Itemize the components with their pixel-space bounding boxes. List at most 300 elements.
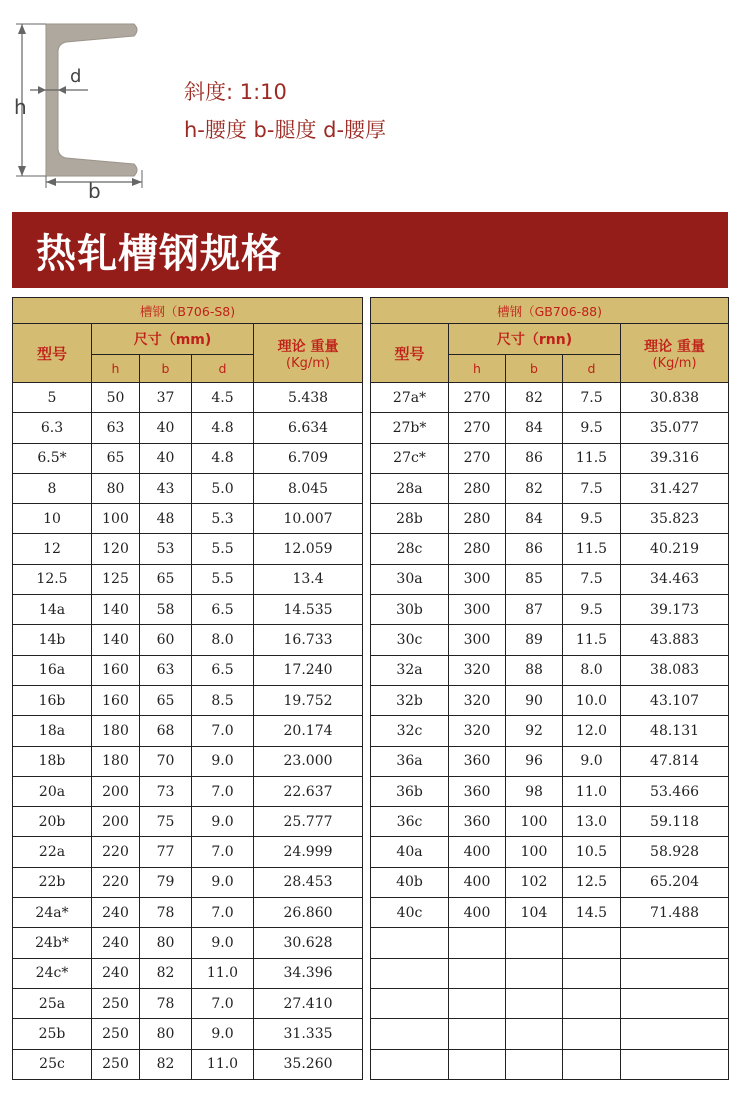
weight-cell	[621, 988, 729, 1018]
h-cell: 320	[449, 716, 506, 746]
b-cell: 48	[140, 504, 192, 534]
model-cell: 12.5	[13, 564, 92, 594]
weight-cell	[621, 1019, 729, 1049]
model-cell	[371, 1049, 449, 1079]
d-cell: 11.5	[563, 534, 621, 564]
b-cell: 84	[506, 413, 563, 443]
d-cell: 11.0	[192, 1049, 254, 1079]
d-cell: 12.5	[563, 867, 621, 897]
h-cell: 280	[449, 473, 506, 503]
b-cell: 43	[140, 473, 192, 503]
model-cell: 27c*	[371, 443, 449, 473]
table-row	[13, 1049, 363, 1079]
weight-header-unit: (Kg/m)	[286, 355, 330, 371]
b-cell: 92	[506, 716, 563, 746]
weight-cell: 31.427	[621, 473, 729, 503]
weight-cell: 6.634	[254, 413, 363, 443]
d-cell: 9.5	[563, 504, 621, 534]
model-cell: 36a	[371, 746, 449, 776]
d-cell: 6.5	[192, 595, 254, 625]
model-cell: 20a	[13, 776, 92, 806]
h-cell: 80	[92, 473, 140, 503]
h-cell: 180	[92, 746, 140, 776]
weight-cell: 65.204	[621, 867, 729, 897]
d-cell: 8.5	[192, 685, 254, 715]
table-row	[13, 504, 363, 534]
model-cell: 22b	[13, 867, 92, 897]
model-cell: 30a	[371, 564, 449, 594]
model-cell: 12	[13, 534, 92, 564]
h-cell: 240	[92, 928, 140, 958]
model-cell: 24a*	[13, 898, 92, 928]
weight-cell: 58.928	[621, 837, 729, 867]
weight-cell: 53.466	[621, 776, 729, 806]
model-cell: 24c*	[13, 958, 92, 988]
weight-cell: 19.752	[254, 685, 363, 715]
weight-cell: 23.000	[254, 746, 363, 776]
d-cell: 14.5	[563, 898, 621, 928]
d-cell: 11.0	[563, 776, 621, 806]
table-body	[371, 383, 729, 1080]
table-row	[371, 595, 729, 625]
model-cell: 16b	[13, 685, 92, 715]
d-cell: 9.5	[563, 413, 621, 443]
b-cell: 73	[140, 776, 192, 806]
b-column-header: b	[140, 355, 192, 383]
d-cell: 9.0	[563, 746, 621, 776]
model-cell: 32a	[371, 655, 449, 685]
d-cell: 11.5	[563, 625, 621, 655]
h-cell: 240	[92, 958, 140, 988]
b-cell: 86	[506, 534, 563, 564]
b-cell	[506, 988, 563, 1018]
table-row	[13, 837, 363, 867]
table-standard-header: 槽钢（GB706-88)	[371, 298, 729, 324]
h-cell: 400	[449, 837, 506, 867]
weight-cell: 31.335	[254, 1019, 363, 1049]
table-row	[371, 958, 729, 988]
d-cell: 9.5	[563, 595, 621, 625]
h-cell: 320	[449, 655, 506, 685]
d-cell: 11.5	[563, 443, 621, 473]
spec-table-b706	[12, 297, 363, 1080]
model-cell: 40c	[371, 898, 449, 928]
weight-cell: 20.174	[254, 716, 363, 746]
d-cell	[563, 988, 621, 1018]
d-cell	[563, 928, 621, 958]
table-row	[13, 988, 363, 1018]
h-cell: 120	[92, 534, 140, 564]
table-row	[371, 564, 729, 594]
weight-cell: 34.396	[254, 958, 363, 988]
model-cell: 18a	[13, 716, 92, 746]
d-cell: 6.5	[192, 655, 254, 685]
model-cell: 10	[13, 504, 92, 534]
h-cell: 240	[92, 898, 140, 928]
table-row	[13, 443, 363, 473]
d-cell: 12.0	[563, 716, 621, 746]
b-cell: 65	[140, 685, 192, 715]
d-cell: 7.5	[563, 383, 621, 413]
weight-cell: 12.059	[254, 534, 363, 564]
size-column-header: 尺寸（mm)	[92, 324, 254, 355]
h-label: h	[14, 95, 27, 119]
model-cell: 27a*	[371, 383, 449, 413]
table-row	[371, 383, 729, 413]
model-cell	[371, 958, 449, 988]
spec-table-gb706	[370, 297, 729, 1080]
model-cell: 14b	[13, 625, 92, 655]
d-cell: 13.0	[563, 807, 621, 837]
table-row	[371, 837, 729, 867]
weight-cell: 35.823	[621, 504, 729, 534]
table-row	[13, 776, 363, 806]
h-cell: 250	[92, 1019, 140, 1049]
b-cell: 98	[506, 776, 563, 806]
table-row	[13, 867, 363, 897]
d-cell: 5.0	[192, 473, 254, 503]
b-cell: 100	[506, 807, 563, 837]
h-cell	[449, 928, 506, 958]
d-cell: 7.0	[192, 837, 254, 867]
table-row	[13, 685, 363, 715]
h-cell: 250	[92, 988, 140, 1018]
table-row	[13, 655, 363, 685]
b-cell: 88	[506, 655, 563, 685]
d-cell: 11.0	[192, 958, 254, 988]
model-cell	[371, 1019, 449, 1049]
model-cell: 28a	[371, 473, 449, 503]
table-row	[371, 746, 729, 776]
b-cell: 65	[140, 564, 192, 594]
table-row	[13, 807, 363, 837]
model-cell	[371, 928, 449, 958]
model-cell: 24b*	[13, 928, 92, 958]
b-cell: 86	[506, 443, 563, 473]
table-row	[371, 534, 729, 564]
dimension-legend-text: h-腰度 b-腿度 d-腰厚	[184, 118, 387, 142]
b-cell: 75	[140, 807, 192, 837]
table-row	[371, 867, 729, 897]
table-row	[371, 655, 729, 685]
weight-cell: 14.535	[254, 595, 363, 625]
weight-cell: 13.4	[254, 564, 363, 594]
weight-header-label: 理论 重量	[277, 338, 339, 355]
d-cell: 5.5	[192, 564, 254, 594]
d-cell: 9.0	[192, 1019, 254, 1049]
weight-cell	[621, 928, 729, 958]
b-cell: 60	[140, 625, 192, 655]
weight-cell: 48.131	[621, 716, 729, 746]
d-cell: 8.0	[563, 655, 621, 685]
weight-cell: 40.219	[621, 534, 729, 564]
model-cell: 14a	[13, 595, 92, 625]
table-row	[371, 413, 729, 443]
model-cell: 25a	[13, 988, 92, 1018]
model-cell: 28b	[371, 504, 449, 534]
table-row	[13, 413, 363, 443]
weight-cell: 22.637	[254, 776, 363, 806]
table-row	[371, 443, 729, 473]
model-cell: 8	[13, 473, 92, 503]
b-cell: 80	[140, 928, 192, 958]
weight-cell: 38.083	[621, 655, 729, 685]
d-column-header: d	[563, 355, 621, 383]
d-cell: 8.0	[192, 625, 254, 655]
table-row	[371, 504, 729, 534]
weight-cell: 27.410	[254, 988, 363, 1018]
b-cell: 37	[140, 383, 192, 413]
h-cell: 65	[92, 443, 140, 473]
h-cell: 270	[449, 413, 506, 443]
title-banner	[12, 212, 728, 288]
model-cell: 27b*	[371, 413, 449, 443]
weight-cell: 6.709	[254, 443, 363, 473]
weight-cell: 17.240	[254, 655, 363, 685]
table-row	[371, 685, 729, 715]
model-cell: 40a	[371, 837, 449, 867]
h-cell: 300	[449, 595, 506, 625]
model-cell: 30b	[371, 595, 449, 625]
weight-cell	[621, 1049, 729, 1079]
d-cell: 5.5	[192, 534, 254, 564]
h-cell: 270	[449, 443, 506, 473]
h-cell	[449, 1049, 506, 1079]
b-cell: 77	[140, 837, 192, 867]
model-cell: 5	[13, 383, 92, 413]
b-cell: 53	[140, 534, 192, 564]
channel-profile-shape	[46, 24, 137, 176]
b-cell: 89	[506, 625, 563, 655]
channel-section-diagram	[10, 18, 160, 198]
b-cell	[506, 1049, 563, 1079]
h-cell: 140	[92, 595, 140, 625]
b-column-header: b	[506, 355, 563, 383]
table-row	[371, 1019, 729, 1049]
table-row	[13, 928, 363, 958]
table-row	[13, 898, 363, 928]
size-column-header: 尺寸（rnn)	[449, 324, 621, 355]
h-cell: 400	[449, 867, 506, 897]
b-cell: 104	[506, 898, 563, 928]
d-cell: 4.8	[192, 443, 254, 473]
weight-cell: 39.316	[621, 443, 729, 473]
b-cell	[506, 958, 563, 988]
h-cell: 320	[449, 685, 506, 715]
b-cell: 63	[140, 655, 192, 685]
b-cell: 79	[140, 867, 192, 897]
table-row	[371, 988, 729, 1018]
weight-cell: 28.453	[254, 867, 363, 897]
table-row	[371, 1049, 729, 1079]
h-cell: 280	[449, 504, 506, 534]
h-cell: 100	[92, 504, 140, 534]
d-cell	[563, 1019, 621, 1049]
weight-cell: 34.463	[621, 564, 729, 594]
h-cell: 400	[449, 898, 506, 928]
model-cell: 22a	[13, 837, 92, 867]
b-cell: 82	[506, 473, 563, 503]
table-row	[13, 383, 363, 413]
h-cell	[449, 958, 506, 988]
table-standard-header: 槽钢（B706-S8)	[13, 298, 363, 324]
table-row	[371, 776, 729, 806]
d-cell: 10.5	[563, 837, 621, 867]
table-row	[13, 625, 363, 655]
weight-cell: 35.077	[621, 413, 729, 443]
d-cell	[563, 1049, 621, 1079]
h-cell: 200	[92, 807, 140, 837]
table-row	[13, 473, 363, 503]
h-cell: 360	[449, 746, 506, 776]
b-cell	[506, 928, 563, 958]
d-cell: 7.0	[192, 776, 254, 806]
model-column-header: 型号	[13, 324, 92, 383]
h-cell: 180	[92, 716, 140, 746]
weight-cell	[621, 958, 729, 988]
h-cell: 220	[92, 837, 140, 867]
d-cell: 9.0	[192, 746, 254, 776]
b-label: b	[88, 179, 101, 198]
weight-header-unit: (Kg/m)	[652, 355, 697, 371]
weight-cell: 59.118	[621, 807, 729, 837]
weight-column-header	[254, 324, 363, 383]
b-cell: 87	[506, 595, 563, 625]
model-cell: 40b	[371, 867, 449, 897]
table-row	[371, 807, 729, 837]
model-cell: 36b	[371, 776, 449, 806]
d-cell: 4.5	[192, 383, 254, 413]
h-cell: 300	[449, 564, 506, 594]
d-cell: 10.0	[563, 685, 621, 715]
weight-cell: 71.488	[621, 898, 729, 928]
table-row	[13, 1019, 363, 1049]
table-body	[13, 383, 363, 1080]
h-column-header: h	[92, 355, 140, 383]
d-cell: 9.0	[192, 807, 254, 837]
b-cell: 78	[140, 988, 192, 1018]
b-cell: 85	[506, 564, 563, 594]
table-row	[371, 625, 729, 655]
h-cell: 250	[92, 1049, 140, 1079]
b-cell: 40	[140, 443, 192, 473]
weight-cell: 8.045	[254, 473, 363, 503]
b-cell: 102	[506, 867, 563, 897]
b-cell: 82	[506, 383, 563, 413]
weight-cell: 39.173	[621, 595, 729, 625]
b-cell: 82	[140, 1049, 192, 1079]
h-cell: 50	[92, 383, 140, 413]
weight-cell: 26.860	[254, 898, 363, 928]
model-cell: 18b	[13, 746, 92, 776]
h-cell: 160	[92, 655, 140, 685]
table-row	[13, 595, 363, 625]
d-cell	[563, 958, 621, 988]
d-cell: 7.5	[563, 473, 621, 503]
table-row	[13, 716, 363, 746]
model-cell: 25b	[13, 1019, 92, 1049]
model-cell: 30c	[371, 625, 449, 655]
table-row	[13, 958, 363, 988]
model-column-header: 型号	[371, 324, 449, 383]
weight-cell: 30.838	[621, 383, 729, 413]
b-cell	[506, 1019, 563, 1049]
b-cell: 40	[140, 413, 192, 443]
weight-column-header	[621, 324, 729, 383]
h-cell: 280	[449, 534, 506, 564]
model-cell: 36c	[371, 807, 449, 837]
b-cell: 100	[506, 837, 563, 867]
weight-cell: 10.007	[254, 504, 363, 534]
d-cell: 7.5	[563, 564, 621, 594]
h-cell: 270	[449, 383, 506, 413]
d-cell: 7.0	[192, 988, 254, 1018]
h-cell: 360	[449, 807, 506, 837]
b-cell: 68	[140, 716, 192, 746]
model-cell: 28c	[371, 534, 449, 564]
h-cell: 140	[92, 625, 140, 655]
model-cell: 6.5*	[13, 443, 92, 473]
model-cell: 32b	[371, 685, 449, 715]
table-row	[371, 473, 729, 503]
b-cell: 96	[506, 746, 563, 776]
h-cell: 300	[449, 625, 506, 655]
d-cell: 7.0	[192, 898, 254, 928]
d-cell: 9.0	[192, 928, 254, 958]
model-cell	[371, 988, 449, 1018]
b-cell: 58	[140, 595, 192, 625]
model-cell: 32c	[371, 716, 449, 746]
weight-cell: 35.260	[254, 1049, 363, 1079]
slope-text: 斜度: 1:10	[184, 80, 287, 104]
d-cell: 7.0	[192, 716, 254, 746]
b-cell: 70	[140, 746, 192, 776]
weight-cell: 47.814	[621, 746, 729, 776]
weight-cell: 25.777	[254, 807, 363, 837]
d-label: d	[70, 66, 82, 87]
h-column-header: h	[449, 355, 506, 383]
weight-cell: 16.733	[254, 625, 363, 655]
b-cell: 90	[506, 685, 563, 715]
weight-cell: 24.999	[254, 837, 363, 867]
table-row	[13, 746, 363, 776]
h-cell	[449, 988, 506, 1018]
b-cell: 80	[140, 1019, 192, 1049]
d-column-header: d	[192, 355, 254, 383]
d-cell: 4.8	[192, 413, 254, 443]
page-title: 热轧槽钢规格	[36, 231, 282, 277]
model-cell: 25c	[13, 1049, 92, 1079]
h-cell: 360	[449, 776, 506, 806]
table-row	[371, 716, 729, 746]
weight-cell: 43.883	[621, 625, 729, 655]
weight-header-label: 理论 重量	[644, 338, 705, 355]
h-cell: 200	[92, 776, 140, 806]
model-cell: 6.3	[13, 413, 92, 443]
h-cell	[449, 1019, 506, 1049]
h-cell: 125	[92, 564, 140, 594]
d-cell: 5.3	[192, 504, 254, 534]
weight-cell: 5.438	[254, 383, 363, 413]
model-cell: 20b	[13, 807, 92, 837]
h-cell: 63	[92, 413, 140, 443]
table-row	[13, 534, 363, 564]
weight-cell: 30.628	[254, 928, 363, 958]
b-cell: 82	[140, 958, 192, 988]
weight-cell: 43.107	[621, 685, 729, 715]
h-cell: 160	[92, 685, 140, 715]
table-row	[371, 928, 729, 958]
